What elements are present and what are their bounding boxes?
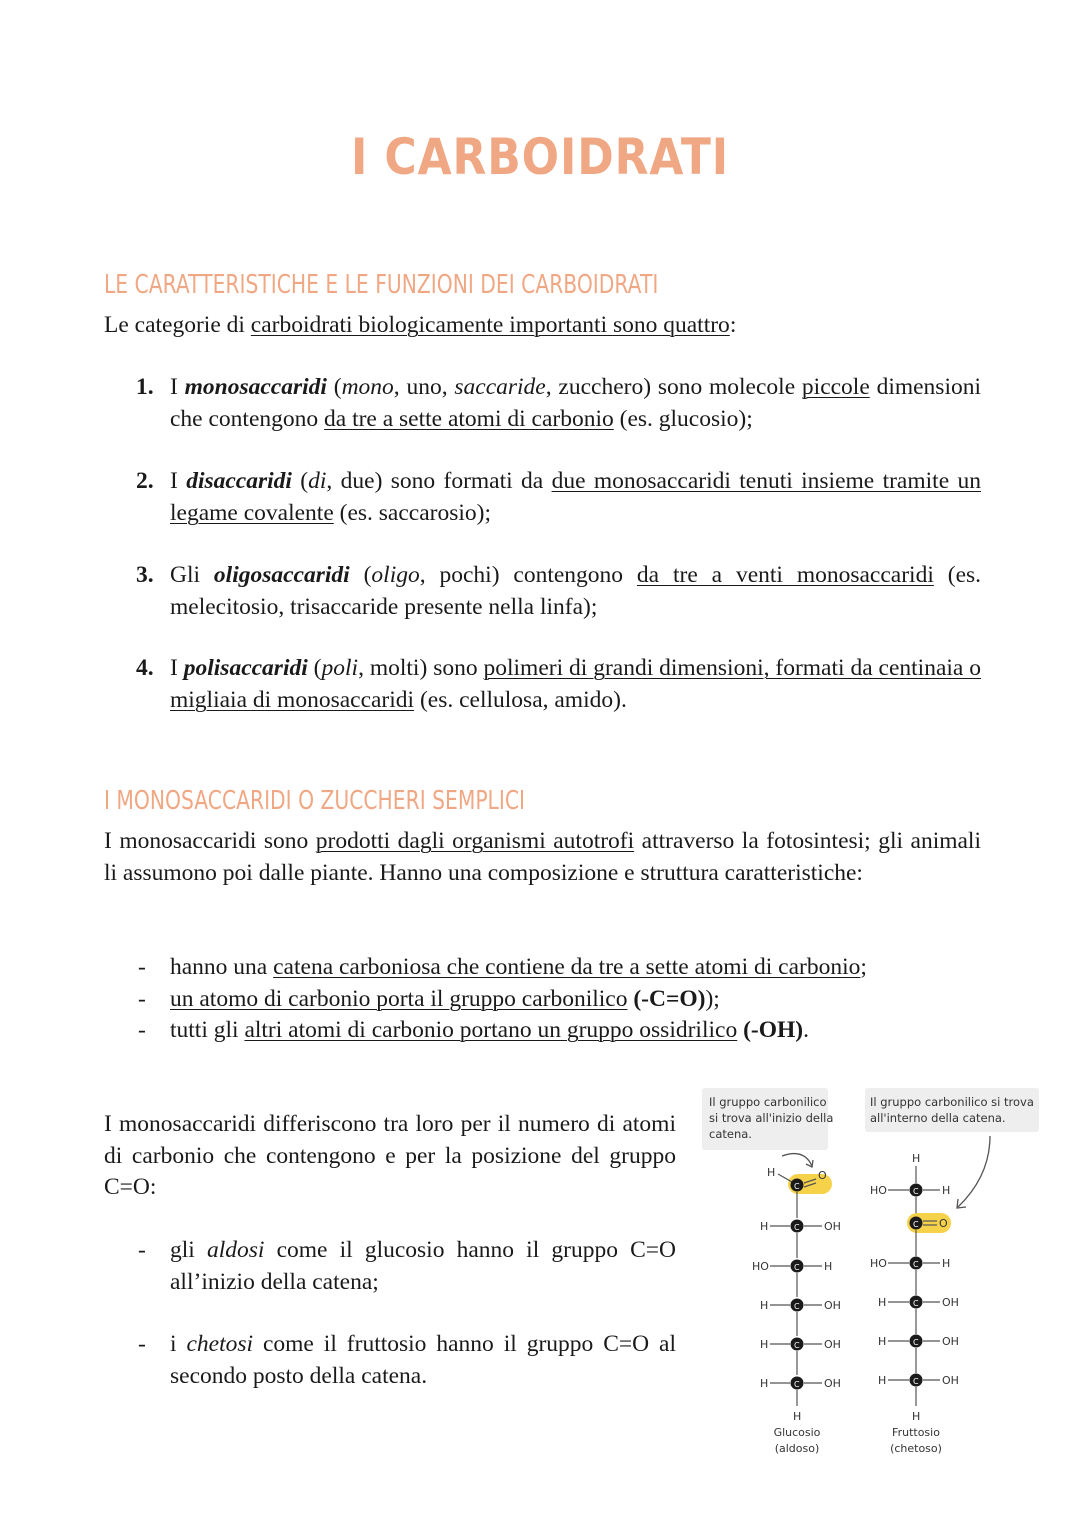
note-left-line1: Il gruppo carbonilico bbox=[709, 1095, 827, 1109]
list-item: 4. I polisaccaridi (poli, molti) sono polimeri di grandi dimensioni, formati da centinaia o migliaia di monosaccaridi (es. cellulosa, amido). bbox=[136, 655, 981, 713]
svg-text:HO: HO bbox=[752, 1260, 769, 1273]
svg-text:C: C bbox=[794, 1302, 800, 1311]
svg-text:C: C bbox=[794, 1341, 800, 1350]
svg-text:H: H bbox=[760, 1338, 769, 1351]
svg-text:H: H bbox=[942, 1257, 951, 1270]
svg-text:H: H bbox=[942, 1184, 951, 1197]
list-number: 4. bbox=[136, 655, 154, 681]
svg-text:H: H bbox=[878, 1335, 887, 1348]
svg-text:HO: HO bbox=[870, 1257, 887, 1270]
list-item: 2. I disaccaridi (di, due) sono formati da due monosaccaridi tenuti insieme tramite un legame covalente (es. saccarosio); bbox=[136, 468, 981, 526]
list-item: - un atomo di carbonio porta il gruppo carbonilico (-C=O)); bbox=[138, 985, 720, 1012]
list-item: - i chetosi come il fruttosio hanno il gruppo C=O al secondo posto della catena. bbox=[138, 1331, 676, 1389]
svg-text:C: C bbox=[913, 1220, 919, 1229]
list-item: 3. Gli oligosaccaridi (oligo, pochi) contengono da tre a venti monosaccaridi (es. melecitosio, trisaccaride presente nella linfa); bbox=[136, 562, 982, 620]
svg-text:H: H bbox=[878, 1296, 887, 1309]
page-title: I CARBOIDRATI bbox=[350, 128, 730, 186]
section-heading-characteristics: LE CARATTERISTICHE E LE FUNZIONI DEI CARBOIDRATI bbox=[104, 270, 659, 300]
glucose-h-top: H bbox=[767, 1166, 776, 1179]
svg-text:C: C bbox=[913, 1299, 919, 1308]
note-right-line2: all'interno della catena. bbox=[870, 1111, 1006, 1125]
svg-text:C: C bbox=[913, 1187, 919, 1196]
svg-text:H: H bbox=[912, 1152, 921, 1165]
glucose-fructose-diagram bbox=[700, 1086, 1045, 1461]
note-right-line1: Il gruppo carbonilico si trova bbox=[870, 1095, 1034, 1109]
arrow-right bbox=[958, 1136, 990, 1207]
svg-text:C: C bbox=[913, 1377, 919, 1386]
svg-text:C: C bbox=[913, 1338, 919, 1347]
glucose-type-label: (aldoso) bbox=[774, 1442, 820, 1455]
svg-text:H: H bbox=[824, 1260, 833, 1273]
list-item: - hanno una catena carboniosa che contiene da tre a sette atomi di carbonio; bbox=[138, 954, 867, 980]
fructose-label: Fruttosio bbox=[892, 1426, 940, 1439]
svg-text:OH: OH bbox=[824, 1338, 841, 1351]
svg-text:H: H bbox=[760, 1377, 769, 1390]
svg-text:OH: OH bbox=[824, 1299, 841, 1312]
svg-text:OH: OH bbox=[942, 1374, 959, 1387]
list-number: 2. bbox=[136, 468, 154, 494]
svg-text:OH: OH bbox=[824, 1377, 841, 1390]
svg-text:H: H bbox=[760, 1299, 769, 1312]
note-left-line3: catena. bbox=[709, 1127, 752, 1141]
fructose-type-label: (chetoso) bbox=[890, 1442, 942, 1455]
svg-text:OH: OH bbox=[942, 1296, 959, 1309]
list-item: 1. I monosaccaridi (mono, uno, saccaride, zucchero) sono molecole piccole dimensioni che contengono da tre a sette atomi di carbonio (es. glucosio); bbox=[136, 374, 982, 432]
svg-text:OH: OH bbox=[824, 1220, 841, 1233]
list-number: 3. bbox=[136, 562, 154, 588]
svg-text:H: H bbox=[760, 1220, 769, 1233]
svg-text:H: H bbox=[912, 1410, 921, 1423]
difference-text: I monosaccaridi differiscono tra loro per il numero di atomi di carbonio che contengono e per la posizione del gruppo C=O: bbox=[104, 1111, 676, 1200]
section1-intro: Le categorie di carboidrati biologicamente importanti sono quattro: bbox=[104, 312, 737, 338]
glucose-c1: C bbox=[794, 1182, 800, 1191]
svg-text:HO: HO bbox=[870, 1184, 887, 1197]
note-left-line2: si trova all'inizio della bbox=[709, 1111, 834, 1125]
svg-text:C: C bbox=[794, 1223, 800, 1232]
svg-text:C: C bbox=[794, 1263, 800, 1272]
glucose-o: O bbox=[818, 1169, 827, 1182]
list-item: - gli aldosi come il glucosio hanno il gruppo C=O all’inizio della catena; bbox=[138, 1237, 677, 1295]
svg-text:H: H bbox=[878, 1374, 887, 1387]
glucose-label: Glucosio bbox=[773, 1426, 821, 1439]
svg-text:C: C bbox=[794, 1380, 800, 1389]
section2-intro: I monosaccaridi sono prodotti dagli organismi autotrofi attraverso la fotosintesi; gli animali li assumono poi dalle piante. Hanno una composizione e struttura caratteristiche: bbox=[104, 828, 981, 886]
monosaccharide-features-list bbox=[104, 952, 981, 1047]
svg-text:OH: OH bbox=[942, 1335, 959, 1348]
list-number: 1. bbox=[136, 374, 154, 400]
svg-text:H: H bbox=[793, 1410, 802, 1423]
section-heading-monosaccharides: I MONOSACCARIDI O ZUCCHERI SEMPLICI bbox=[104, 786, 525, 816]
fructose-structure bbox=[870, 1152, 959, 1455]
fructose-o: O bbox=[939, 1217, 948, 1230]
glucose-structure bbox=[752, 1166, 841, 1455]
list-item: - tutti gli altri atomi di carbonio portano un gruppo ossidrilico (-OH). bbox=[138, 1017, 809, 1043]
structure-diagram-svg bbox=[700, 1086, 1045, 1461]
monosaccharide-types-list bbox=[104, 1235, 676, 1392]
svg-text:C: C bbox=[913, 1260, 919, 1269]
